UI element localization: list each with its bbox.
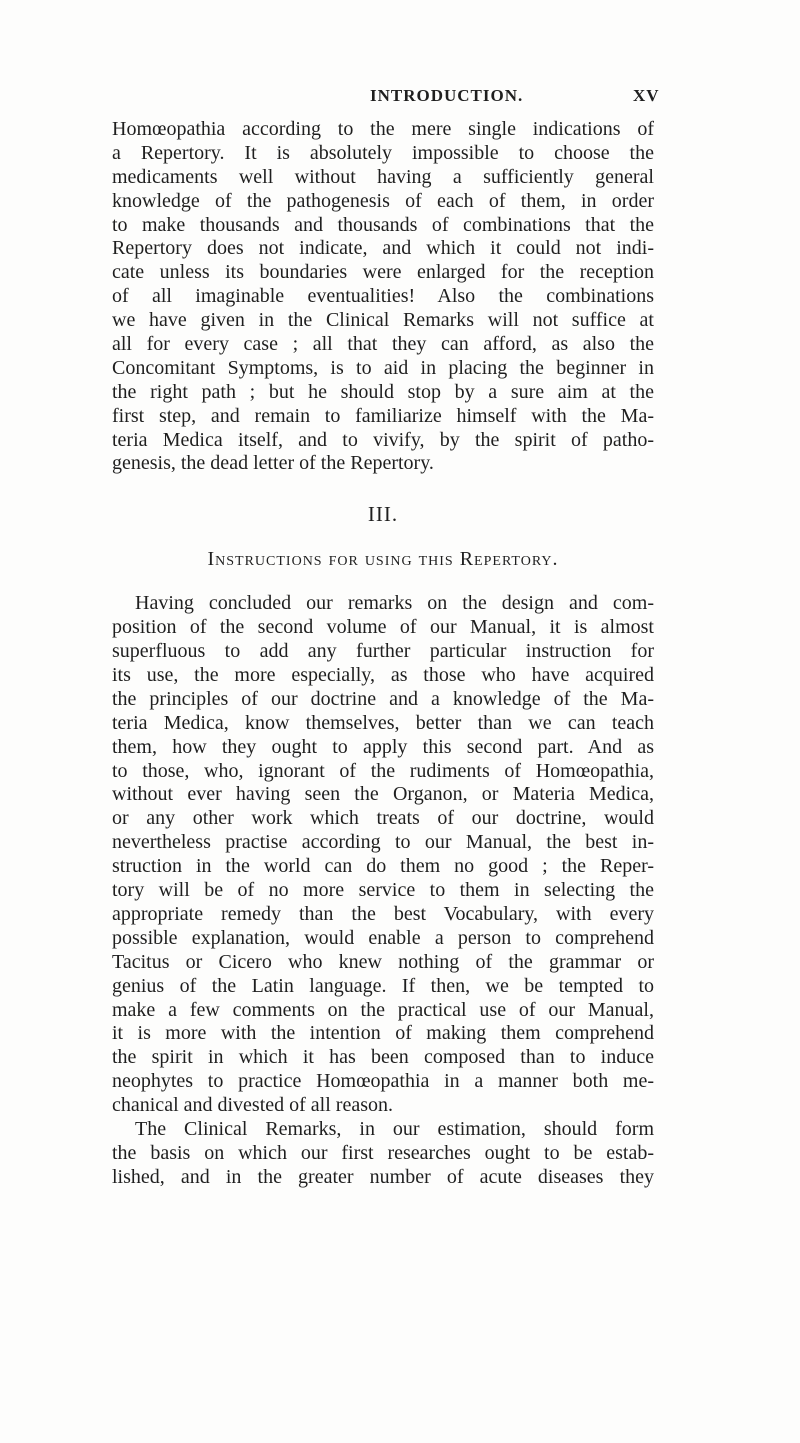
text-line: the basis on which our first researches ought to be estab- [112,1141,654,1164]
text-line: all for every case ; all that they can afford, as also the [112,333,654,356]
text-line: lished, and in the greater number of acute diseases they [112,1165,654,1188]
text-line: teria Medica itself, and to vivify, by the spirit of patho- [112,428,654,451]
page-number: XV [633,86,660,105]
text-line: position of the second volume of our Manual, it is almost [112,616,654,639]
text-line: nevertheless practise according to our Manual, the best in- [112,831,654,854]
paragraph [112,592,654,1118]
text-line: superfluous to add any further particular instruction for [112,640,654,663]
section-heading: Instructions for using this Repertory. [207,548,559,571]
paragraph [112,1118,654,1190]
text-line: cate unless its boundaries were enlarged for the reception [112,261,654,284]
text-line: The Clinical Remarks, in our estimation, should form [135,1117,654,1140]
text-line: neophytes to practice Homœopathia in a manner both me- [112,1070,654,1093]
text-line: or any other work which treats of our doctrine, would [112,807,654,830]
text-line: the spirit in which it has been composed than to induce [112,1046,654,1069]
running-head [0,86,800,110]
section-number: III. [367,502,399,527]
text-line: make a few comments on the practical use of our Manual, [112,998,654,1021]
text-line: genesis, the dead letter of the Repertory. [112,452,434,475]
text-line: Concomitant Symptoms, is to aid in placing the beginner in [112,356,654,379]
text-line: struction in the world can do them no good ; the Reper- [112,855,654,878]
text-line: it is more with the intention of making them comprehend [112,1022,654,1045]
text-line: knowledge of the pathogenesis of each of them, in order [112,189,654,212]
text-line: Homœopathia according to the mere single indications of [112,118,654,140]
text-line: Tacitus or Cicero who knew nothing of the grammar or [112,950,654,973]
text-line: we have given in the Clinical Remarks will not suffice at [112,309,654,332]
text-line: appropriate remedy than the best Vocabulary, with every [112,902,654,925]
text-line: possible explanation, would enable a person to comprehend [112,926,654,949]
text-block [112,118,654,1190]
text-line: the right path ; but he should stop by a sure aim at the [112,380,654,403]
running-title: INTRODUCTION. [370,86,524,105]
text-line: to those, who, ignorant of the rudiments of Homœopathia, [112,759,654,782]
text-line: chanical and divested of all reason. [112,1094,393,1117]
text-line: a Repertory. It is absolutely impossible to choose the [112,141,654,164]
text-line: teria Medica, know themselves, better than we can teach [112,711,654,734]
text-line: tory will be of no more service to them in selecting the [112,879,654,902]
paragraph-continuation [112,118,654,476]
text-line: to make thousands and thousands of combinations that the [112,213,654,236]
text-line: Repertory does not indicate, and which it could not indi- [112,237,654,260]
text-line: genius of the Latin language. If then, we be tempted to [112,974,654,997]
text-line: them, how they ought to apply this second part. And as [112,735,654,758]
text-line: the principles of our doctrine and a knowledge of the Ma- [112,687,654,710]
text-line: of all imaginable eventualities! Also the combinations [112,285,654,308]
text-line: first step, and remain to familiarize himself with the Ma- [112,404,654,427]
text-line: Having concluded our remarks on the design and com- [135,592,654,615]
text-line: without ever having seen the Organon, or Materia Medica, [112,783,654,806]
text-line: medicaments well without having a sufficiently general [112,165,654,188]
text-line: its use, the more especially, as those who have acquired [112,664,654,687]
